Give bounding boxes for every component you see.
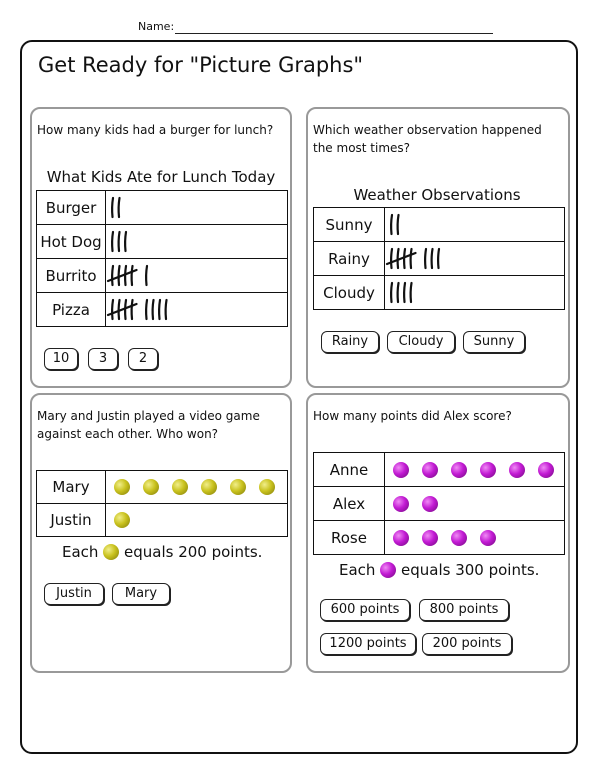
tally-cell xyxy=(106,225,288,259)
gold-coin-icon xyxy=(230,479,246,495)
tally-mark xyxy=(132,300,133,319)
tally-mark xyxy=(112,300,113,319)
key-each-label: Each xyxy=(339,561,376,579)
table-row xyxy=(314,453,565,487)
tally-marks xyxy=(106,228,144,255)
tally-mark xyxy=(153,300,154,319)
tally-marks xyxy=(385,279,429,306)
tally-mark xyxy=(166,300,167,319)
table-row xyxy=(37,504,288,537)
key-value-text: equals 300 points. xyxy=(401,561,540,579)
picture-table xyxy=(313,452,565,555)
question-text: Which weather observation happened the most times? xyxy=(313,123,542,155)
tally-mark xyxy=(146,266,147,285)
row-label: Burrito xyxy=(37,259,106,293)
tally-marks xyxy=(106,262,165,289)
gold-coin-icon xyxy=(172,479,188,495)
tally-mark xyxy=(391,283,392,302)
answer-option-rainy[interactable]: Rainy xyxy=(321,331,379,353)
row-label: Hot Dog xyxy=(37,225,106,259)
question-text: How many kids had a burger for lunch? xyxy=(37,123,274,137)
table-row xyxy=(37,471,288,504)
tally-cell xyxy=(385,242,565,276)
picture-cell xyxy=(385,453,565,487)
tally-mark xyxy=(398,283,399,302)
row-label: Rose xyxy=(314,521,385,555)
row-label: Cloudy xyxy=(314,276,385,310)
purple-coin-icon xyxy=(480,462,496,478)
purple-coin-icon xyxy=(422,530,438,546)
row-label: Pizza xyxy=(37,293,106,327)
tally-mark xyxy=(159,300,160,319)
row-label: Burger xyxy=(37,191,106,225)
answer-option-sunny[interactable]: Sunny xyxy=(463,331,525,353)
row-label: Sunny xyxy=(314,208,385,242)
answer-option-600-points[interactable]: 600 points xyxy=(320,599,410,621)
gold-coin-icon xyxy=(103,544,119,560)
row-label: Justin xyxy=(37,504,106,537)
tally-mark xyxy=(411,283,412,302)
question-card-4 xyxy=(306,393,570,673)
tally-mark xyxy=(391,249,392,268)
tally-cell xyxy=(106,293,288,327)
picture-cell xyxy=(385,521,565,555)
key-each-label: Each xyxy=(62,543,99,561)
tally-mark xyxy=(112,232,113,251)
picture-key xyxy=(62,543,262,561)
tally-marks xyxy=(385,245,457,272)
purple-coin-icon xyxy=(393,530,409,546)
tally-mark xyxy=(432,249,433,268)
picture-cell xyxy=(385,487,565,521)
tally-table xyxy=(36,190,288,327)
row-label: Rainy xyxy=(314,242,385,276)
table-row xyxy=(37,225,288,259)
gold-coin-icon xyxy=(114,479,130,495)
row-label: Mary xyxy=(37,471,106,504)
name-line[interactable] xyxy=(175,33,493,34)
answer-option-cloudy[interactable]: Cloudy xyxy=(387,331,455,353)
picture-cell xyxy=(106,504,288,537)
tally-marks xyxy=(106,296,184,323)
tally-mark xyxy=(391,215,392,234)
answer-option-2[interactable]: 2 xyxy=(128,348,158,370)
row-label: Anne xyxy=(314,453,385,487)
purple-coin-icon xyxy=(538,462,554,478)
tally-mark xyxy=(404,283,405,302)
key-value-text: equals 200 points. xyxy=(124,543,263,561)
row-label: Alex xyxy=(314,487,385,521)
question-card-2 xyxy=(306,107,570,388)
picture-table xyxy=(36,470,288,537)
purple-coin-icon xyxy=(380,562,396,578)
purple-coin-icon xyxy=(509,462,525,478)
answer-option-3[interactable]: 3 xyxy=(88,348,118,370)
tally-mark xyxy=(112,198,113,217)
tally-mark xyxy=(398,215,399,234)
answer-option-200-points[interactable]: 200 points xyxy=(422,633,512,655)
tally-mark xyxy=(125,232,126,251)
purple-coin-icon xyxy=(422,496,438,512)
answer-option-10[interactable]: 10 xyxy=(44,348,78,370)
page-title: Get Ready for "Picture Graphs" xyxy=(38,53,364,77)
table-row xyxy=(314,276,565,310)
tally-marks xyxy=(385,211,416,238)
gold-coin-icon xyxy=(143,479,159,495)
purple-coin-icon xyxy=(393,462,409,478)
tally-mark xyxy=(119,232,120,251)
tally-marks xyxy=(106,194,137,221)
table-row xyxy=(314,487,565,521)
answer-option-justin[interactable]: Justin xyxy=(44,583,104,605)
table-row xyxy=(314,208,565,242)
table-row xyxy=(314,242,565,276)
question-text: Mary and Justin played a video game against each other. Who won? xyxy=(37,409,260,441)
purple-coin-icon xyxy=(480,530,496,546)
purple-coin-icon xyxy=(422,462,438,478)
chart-title: Weather Observations xyxy=(353,186,521,204)
table-row xyxy=(37,293,288,327)
chart-title: What Kids Ate for Lunch Today xyxy=(46,168,276,186)
tally-cell xyxy=(106,259,288,293)
table-row xyxy=(37,259,288,293)
tally-mark xyxy=(425,249,426,268)
tally-mark xyxy=(132,266,133,285)
tally-mark xyxy=(112,266,113,285)
answer-option-800-points[interactable]: 800 points xyxy=(419,599,509,621)
name-label: Name: xyxy=(138,20,175,33)
question-card-1 xyxy=(30,107,292,388)
table-row xyxy=(37,191,288,225)
purple-coin-icon xyxy=(451,462,467,478)
tally-cell xyxy=(385,276,565,310)
question-card-3 xyxy=(30,393,292,673)
tally-mark xyxy=(146,300,147,319)
tally-cell xyxy=(385,208,565,242)
gold-coin-icon xyxy=(114,512,130,528)
tally-cell xyxy=(106,191,288,225)
answer-option-mary[interactable]: Mary xyxy=(112,583,170,605)
purple-coin-icon xyxy=(451,530,467,546)
question-text: How many points did Alex score? xyxy=(313,409,512,423)
purple-coin-icon xyxy=(393,496,409,512)
tally-mark xyxy=(119,198,120,217)
tally-mark xyxy=(411,249,412,268)
tally-table xyxy=(313,207,565,310)
gold-coin-icon xyxy=(259,479,275,495)
gold-coin-icon xyxy=(201,479,217,495)
answer-option-1200-points[interactable]: 1200 points xyxy=(320,633,416,655)
picture-cell xyxy=(106,471,288,504)
tally-mark xyxy=(438,249,439,268)
table-row xyxy=(314,521,565,555)
picture-key xyxy=(339,561,539,579)
